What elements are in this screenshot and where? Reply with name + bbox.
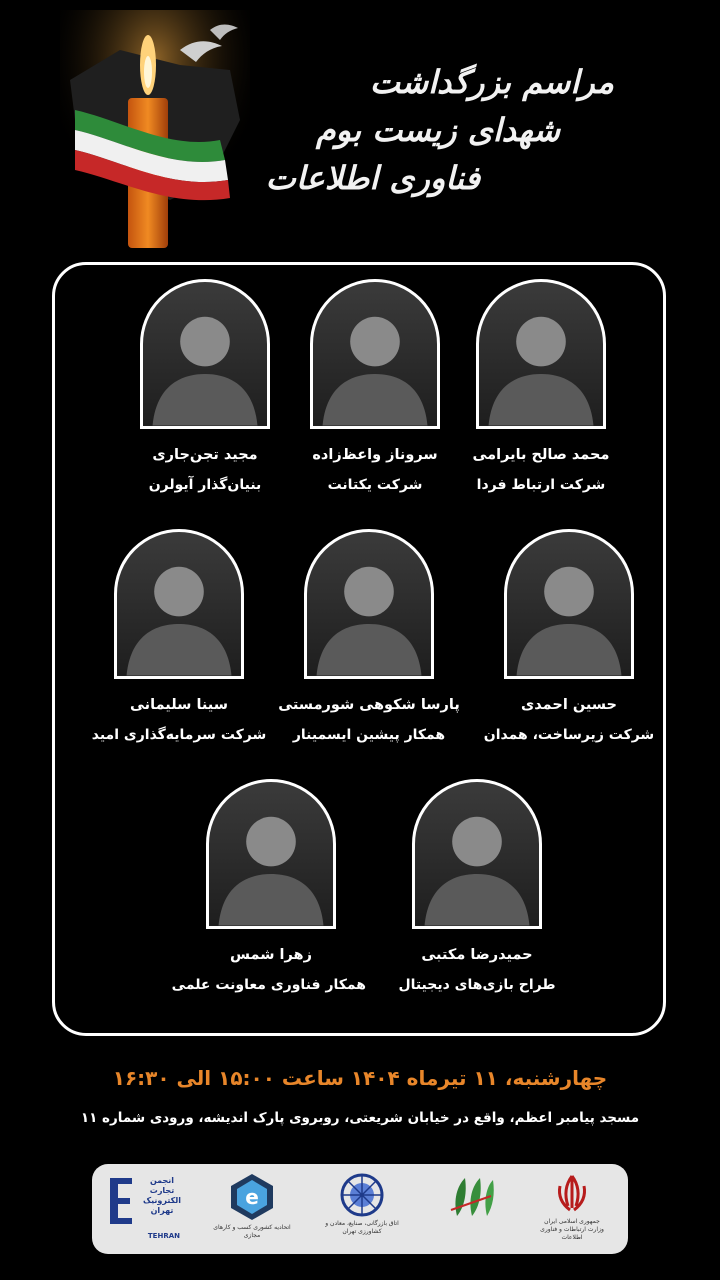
- association-text: [140, 1176, 184, 1216]
- ecommerce-association-logo: [104, 1172, 188, 1246]
- title-line-1: مراسم بزرگداشت: [369, 63, 614, 101]
- title-line-2: شهدای زیست بوم: [315, 111, 560, 149]
- person-name: حسین احمدی: [520, 697, 618, 713]
- portrait: [476, 279, 606, 429]
- person-name: حمیدرضا مکتبی: [421, 947, 533, 963]
- person-role: همکار فناوری معاونت علمی: [171, 977, 366, 993]
- person-role: بنیان‌گذار آیولرن: [148, 477, 262, 493]
- ministry-caption: جمهوری اسلامی ایران وزارت ارتباطات و فناوری اطلاعات: [540, 1218, 604, 1241]
- person-card: [274, 529, 464, 743]
- person-name: محمد صالح بایرامی: [472, 447, 610, 463]
- title-line-3: فناوری اطلاعات: [265, 159, 480, 197]
- person-card: [171, 779, 366, 993]
- person-role: همکار پیشین ایسمینار: [292, 727, 446, 743]
- person-role: شرکت سرمایه‌گذاری امید: [91, 727, 267, 743]
- association-text-3: الکترونیک: [142, 1196, 182, 1205]
- association-text-1: انجمن: [149, 1176, 175, 1185]
- ministry-logo: [532, 1172, 612, 1246]
- candle-flag-illustration: [60, 10, 250, 250]
- portrait-silhouette-icon: [415, 782, 539, 926]
- person-role: طراح بازی‌های دیجیتال: [398, 977, 556, 993]
- person-name: زهرا شمس: [230, 947, 312, 963]
- person-name: مجید تجن‌جاری: [152, 447, 258, 463]
- green-leaf-logo: [432, 1172, 512, 1246]
- iran-emblem-icon: [552, 1172, 592, 1216]
- leaf-emblem-icon: [447, 1172, 497, 1222]
- portrait-silhouette-icon: [479, 282, 603, 426]
- person-name: سروناز واعظ‌زاده: [312, 447, 438, 463]
- person-role: شرکت یکتانت: [327, 477, 423, 493]
- person-card: [84, 529, 274, 743]
- portrait: [114, 529, 244, 679]
- person-name: سینا سلیمانی: [130, 697, 228, 713]
- person-card: [382, 779, 572, 993]
- union-logo: [212, 1172, 292, 1246]
- portrait: [140, 279, 270, 429]
- hexagon-e-icon: [227, 1172, 277, 1222]
- portrait: [504, 529, 634, 679]
- title-block: [248, 58, 614, 202]
- portrait: [310, 279, 440, 429]
- svg-text:e: e: [245, 1185, 259, 1209]
- chamber-logo: [322, 1172, 402, 1246]
- sponsor-logo-bar: [92, 1164, 628, 1254]
- portrait-silhouette-icon: [507, 532, 631, 676]
- header: [0, 0, 720, 255]
- chamber-caption: اتاق بازرگانی، صنایع، معادن و کشاورزی تهران: [325, 1220, 399, 1235]
- association-text-4: تهران: [150, 1206, 174, 1215]
- person-card: [474, 529, 664, 743]
- portrait-silhouette-icon: [307, 532, 431, 676]
- person-card: [446, 279, 636, 493]
- chamber-emblem-icon: [339, 1172, 385, 1218]
- portrait-silhouette-icon: [143, 282, 267, 426]
- person-role: شرکت زیرساخت، همدان: [483, 727, 655, 743]
- association-text-2: تجارت: [149, 1186, 175, 1195]
- person-name: پارسا شکوهی شورمستی: [278, 697, 460, 713]
- portrait-silhouette-icon: [313, 282, 437, 426]
- person-role: شرکت ارتباط فردا: [476, 477, 606, 493]
- portrait-silhouette-icon: [209, 782, 333, 926]
- portrait: [206, 779, 336, 929]
- portrait: [304, 529, 434, 679]
- person-card: [110, 279, 300, 493]
- event-date-time: چهارشنبه، ۱۱ تیرماه ۱۴۰۴ ساعت ۱۵:۰۰ الی ۱۶:۳۰: [112, 1066, 608, 1090]
- event-venue: مسجد پیامبر اعظم، واقع در خیابان شریعتی، روبروی پارک اندیشه، ورودی شماره ۱۱: [80, 1110, 640, 1126]
- union-caption: اتحادیه کشوری کسب و کارهای مجازی: [213, 1224, 291, 1239]
- portrait: [412, 779, 542, 929]
- person-card: [280, 279, 470, 493]
- portrait-silhouette-icon: [117, 532, 241, 676]
- association-tag: TEHRAN: [147, 1232, 180, 1240]
